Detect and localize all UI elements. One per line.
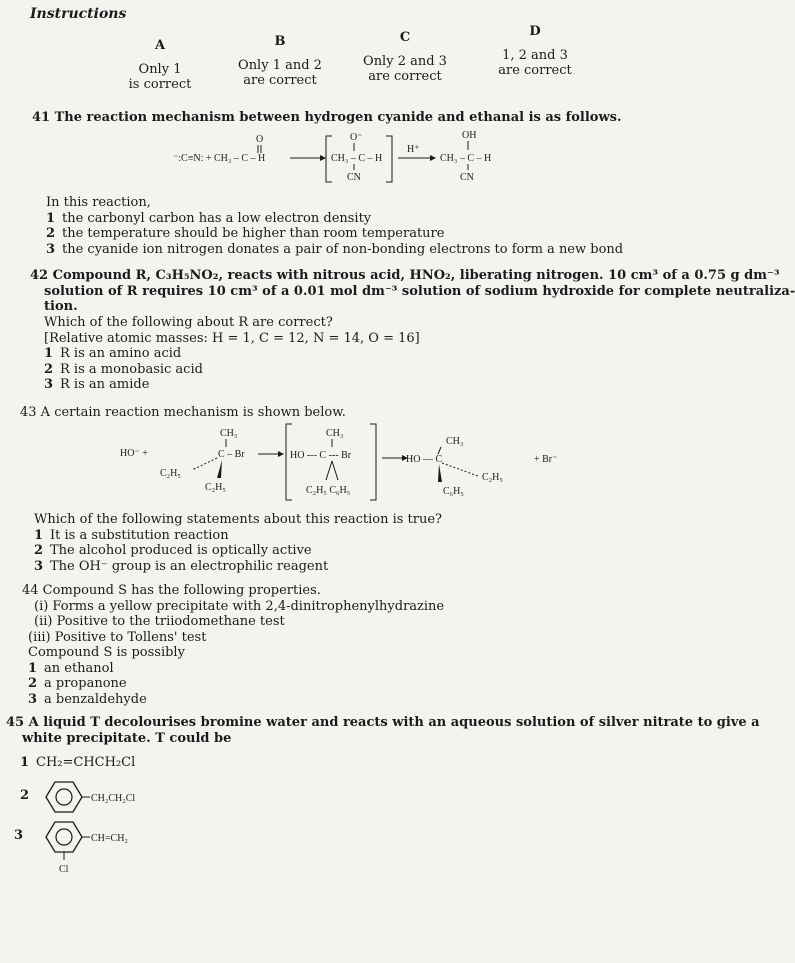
option-b bbox=[225, 34, 335, 88]
q41-statement-2: 2 the temperature should be higher than room temperature bbox=[46, 226, 445, 241]
option-c bbox=[350, 30, 460, 84]
q44-question: Compound S is possibly bbox=[28, 645, 185, 660]
q45-option-2-number: 2 bbox=[20, 788, 30, 803]
q41-arrow-label: H⁺ bbox=[407, 144, 420, 155]
option-line: Only 1 and 2 bbox=[238, 58, 322, 73]
q42-stem bbox=[30, 268, 795, 315]
benzene-ring-icon bbox=[46, 782, 82, 812]
q43-ts-mid: HO --- C --- Br bbox=[290, 450, 352, 461]
q41-product-top: OH bbox=[462, 130, 477, 141]
q42-masses: [Relative atomic masses: H = 1, C = 12, N = 14, O = 16] bbox=[44, 330, 420, 346]
q41-mechanism bbox=[160, 128, 520, 190]
q43-reactant-c2h5-left: C₂H₅ bbox=[160, 468, 181, 479]
option-line: are correct bbox=[368, 69, 442, 84]
q42-statement-1: 1 R is an amino acid bbox=[44, 346, 182, 361]
q44-property-2: (ii) Positive to the triiodomethane test bbox=[34, 614, 285, 629]
q41-intermediate: CH₃ – C – H bbox=[331, 153, 383, 164]
q43-statement-3: 3 The OH⁻ group is an electrophilic reagent bbox=[34, 558, 329, 574]
q45-option-3-substituent: CH=CH₂ bbox=[91, 833, 128, 844]
q41-statements bbox=[46, 195, 623, 257]
q41-intermediate-top: O⁻ bbox=[350, 132, 363, 143]
q43-statement-2: 2 The alcohol produced is optically active bbox=[34, 543, 312, 558]
q41-statement-1: 1 the carbonyl carbon has a low electron density bbox=[46, 210, 372, 226]
q43-body bbox=[34, 512, 442, 574]
q41-product: CH₃ – C – H bbox=[440, 153, 492, 164]
benzene-ring-icon bbox=[46, 822, 82, 852]
q41-o-top: O bbox=[256, 134, 264, 145]
q42-line-1: 42 Compound R, C₃H₅NO₂, reacts with nitrous acid, HNO₂, liberating nitrogen. 10 cm³ of a 0.75 g dm⁻³ bbox=[30, 268, 780, 283]
q41-reactants: ⁻:C≡N: + CH₃ – C – H bbox=[173, 153, 266, 164]
option-line: Only 1 bbox=[138, 62, 182, 77]
q45-option-3-chlorine: Cl bbox=[59, 864, 69, 875]
aromatic-circle-icon bbox=[56, 789, 72, 805]
q44-stem: 44 Compound S has the following properties. bbox=[22, 583, 321, 598]
q42-line-3: tion. bbox=[44, 299, 78, 314]
option-a bbox=[115, 38, 205, 92]
q45-option-1-formula: CH₂=CHCH₂Cl bbox=[36, 755, 136, 770]
aromatic-circle-icon bbox=[56, 829, 72, 845]
q45-option-3-structure bbox=[36, 820, 196, 876]
option-letter: B bbox=[274, 34, 286, 49]
option-line: is correct bbox=[128, 77, 192, 92]
option-line: are correct bbox=[243, 73, 317, 88]
q45-stem bbox=[6, 715, 760, 746]
q45-option-3-number: 3 bbox=[14, 828, 24, 843]
q45-option-2-structure bbox=[36, 780, 196, 814]
q45-line-1: 45 A liquid T decolourises bromine water and reacts with an aqueous solution of silver nitrate to give a bbox=[6, 715, 760, 730]
option-d bbox=[480, 24, 590, 78]
q43-product-br: + Br⁻ bbox=[534, 454, 558, 465]
option-line: Only 2 and 3 bbox=[363, 54, 447, 69]
option-letter: D bbox=[529, 24, 541, 39]
q41-product-bottom: CN bbox=[460, 172, 474, 183]
q45-option-2-substituent: CH₂CH₂Cl bbox=[91, 793, 136, 804]
q42-statement-2: 2 R is a monobasic acid bbox=[44, 361, 203, 377]
q44-block bbox=[22, 583, 444, 707]
instructions-heading: Instructions bbox=[30, 6, 127, 22]
q41-intro: In this reaction, bbox=[46, 195, 151, 210]
q43-statement-1: 1 It is a substitution reaction bbox=[34, 527, 229, 543]
q43-reactant-c2h5-bottom: C₂H₅ bbox=[205, 482, 226, 493]
q42-body bbox=[44, 315, 420, 393]
option-line: 1, 2 and 3 bbox=[502, 48, 568, 63]
q42-statement-3: 3 R is an amide bbox=[44, 377, 150, 392]
q41-statement-3: 3 the cyanide ion nitrogen donates a pair of non-bonding electrons to form a new bond bbox=[46, 241, 624, 257]
q42-question: Which of the following about R are correct? bbox=[44, 315, 333, 330]
q43-ts-bottom: C₂H₅ C₆H₅ bbox=[306, 485, 351, 496]
q44-statement-3: 3 a benzaldehyde bbox=[28, 691, 147, 707]
q43-product-c6h5: C₆H₅ bbox=[443, 486, 464, 497]
option-line: are correct bbox=[498, 63, 572, 78]
q44-property-1: (i) Forms a yellow precipitate with 2,4-dinitrophenylhydrazine bbox=[34, 598, 445, 614]
q41-stem bbox=[32, 110, 621, 126]
q45-line-2: white precipitate. T could be bbox=[22, 730, 232, 746]
q41-stem-text: 41 The reaction mechanism between hydrogen cyanide and ethanal is as follows. bbox=[32, 110, 622, 125]
option-letter: C bbox=[399, 30, 411, 45]
q43-stem-text: 43 A certain reaction mechanism is shown below. bbox=[20, 405, 346, 420]
q41-intermediate-bottom: CN bbox=[347, 172, 361, 183]
q43-nucleophile: HO⁻ + bbox=[120, 448, 148, 459]
q43-product-ch3: CH₃ bbox=[446, 436, 464, 447]
q43-mechanism bbox=[110, 418, 580, 504]
q44-statement-1: 1 an ethanol bbox=[28, 660, 114, 676]
q43-reactant-ch3: CH₃ bbox=[220, 428, 238, 439]
q44-property-3: (iii) Positive to Tollens' test bbox=[28, 629, 207, 645]
q43-product-c2h5: C₂H₅ bbox=[482, 472, 503, 483]
q43-ts-ch3: CH₃ bbox=[326, 428, 344, 439]
option-letter: A bbox=[154, 38, 166, 53]
q43-question: Which of the following statements about this reaction is true? bbox=[34, 512, 443, 527]
q43-reactant-cbr: C – Br bbox=[218, 449, 245, 460]
q42-line-2: solution of R requires 10 cm³ of a 0.01 mol dm⁻³ solution of sodium hydroxide for complete neutraliza- bbox=[44, 283, 795, 299]
q45-option-1: 1 CH₂=CHCH₂Cl bbox=[20, 755, 136, 770]
q44-statement-2: 2 a propanone bbox=[28, 676, 127, 691]
q43-product-hoc: HO — C bbox=[406, 454, 443, 465]
